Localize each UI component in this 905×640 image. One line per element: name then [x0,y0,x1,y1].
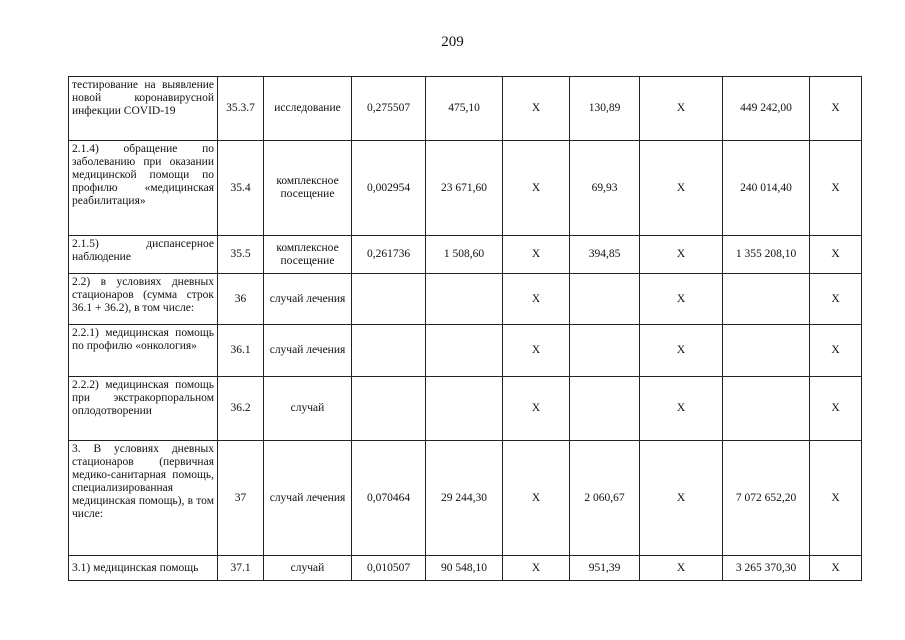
table-row [69,377,862,441]
table-row [69,441,862,556]
row-value-6: Х [503,236,570,274]
row-value-5 [426,377,503,441]
row-value-7 [570,325,640,377]
row-value-4: 0,261736 [352,236,426,274]
row-value-5: 1 508,60 [426,236,503,274]
row-value-6: Х [503,274,570,325]
row-value-10: Х [810,141,862,236]
row-value-8: Х [640,141,723,236]
row-code: 35.5 [218,236,264,274]
row-unit: случай лечения [264,325,352,377]
row-value-6: Х [503,556,570,581]
row-value-4: 0,010507 [352,556,426,581]
row-value-8: Х [640,274,723,325]
row-code: 36.1 [218,325,264,377]
row-value-6: Х [503,325,570,377]
row-unit: исследование [264,77,352,141]
row-code: 36 [218,274,264,325]
row-value-7: 69,93 [570,141,640,236]
row-value-5: 23 671,60 [426,141,503,236]
row-value-9 [723,377,810,441]
row-unit: комплексное посещение [264,141,352,236]
row-value-8: Х [640,325,723,377]
row-value-6: Х [503,377,570,441]
row-code: 35.4 [218,141,264,236]
row-value-5 [426,274,503,325]
row-value-8: Х [640,441,723,556]
row-value-5: 475,10 [426,77,503,141]
row-value-9: 240 014,40 [723,141,810,236]
row-value-7: 2 060,67 [570,441,640,556]
row-value-4 [352,325,426,377]
row-name: 3.1) медицинская помощь [69,556,218,581]
row-value-10: Х [810,77,862,141]
table-row [69,141,862,236]
page-number: 209 [441,34,464,50]
row-value-5: 29 244,30 [426,441,503,556]
row-value-10: Х [810,236,862,274]
table-row [69,77,862,141]
row-value-4 [352,274,426,325]
table-row [69,236,862,274]
row-value-6: Х [503,77,570,141]
table-row [69,556,862,581]
row-name: 2.1.4) обращение по заболеванию при оказании медицинской помощи по профилю «медицинская реабилитация» [69,141,218,236]
row-value-8: Х [640,377,723,441]
row-value-8: Х [640,236,723,274]
data-table [68,76,862,581]
row-value-4: 0,275507 [352,77,426,141]
row-value-6: Х [503,141,570,236]
row-value-8: Х [640,77,723,141]
row-value-7 [570,274,640,325]
row-value-7 [570,377,640,441]
row-value-10: Х [810,377,862,441]
row-code: 35.3.7 [218,77,264,141]
row-value-5 [426,325,503,377]
row-name: 2.2.2) медицинская помощь при экстракорпоральном оплодотворении [69,377,218,441]
row-name: 2.1.5) диспансерное наблюдение [69,236,218,274]
row-value-4: 0,002954 [352,141,426,236]
row-name: 2.2) в условиях дневных стационаров (сумма строк 36.1 + 36.2), в том числе: [69,274,218,325]
row-value-9 [723,325,810,377]
row-value-9: 449 242,00 [723,77,810,141]
row-name: тестирование на выявление новой коронавирусной инфекции COVID-19 [69,77,218,141]
row-value-9 [723,274,810,325]
row-value-10: Х [810,441,862,556]
row-value-7: 951,39 [570,556,640,581]
row-value-9: 3 265 370,30 [723,556,810,581]
row-name: 3. В условиях дневных стационаров (первичная медико-санитарная помощь, специализированная медицинская помощь), в том числе: [69,441,218,556]
row-value-7: 394,85 [570,236,640,274]
row-code: 37 [218,441,264,556]
row-value-9: 7 072 652,20 [723,441,810,556]
row-value-5: 90 548,10 [426,556,503,581]
row-value-9: 1 355 208,10 [723,236,810,274]
row-value-10: Х [810,325,862,377]
row-value-6: Х [503,441,570,556]
row-code: 36.2 [218,377,264,441]
row-value-10: Х [810,556,862,581]
table-row [69,274,862,325]
row-value-4: 0,070464 [352,441,426,556]
row-unit: случай лечения [264,441,352,556]
row-value-4 [352,377,426,441]
row-value-8: Х [640,556,723,581]
row-unit: случай [264,556,352,581]
table-row [69,325,862,377]
row-value-10: Х [810,274,862,325]
row-value-7: 130,89 [570,77,640,141]
row-unit: комплексное посещение [264,236,352,274]
row-name: 2.2.1) медицинская помощь по профилю «онкология» [69,325,218,377]
row-code: 37.1 [218,556,264,581]
row-unit: случай лечения [264,274,352,325]
row-unit: случай [264,377,352,441]
